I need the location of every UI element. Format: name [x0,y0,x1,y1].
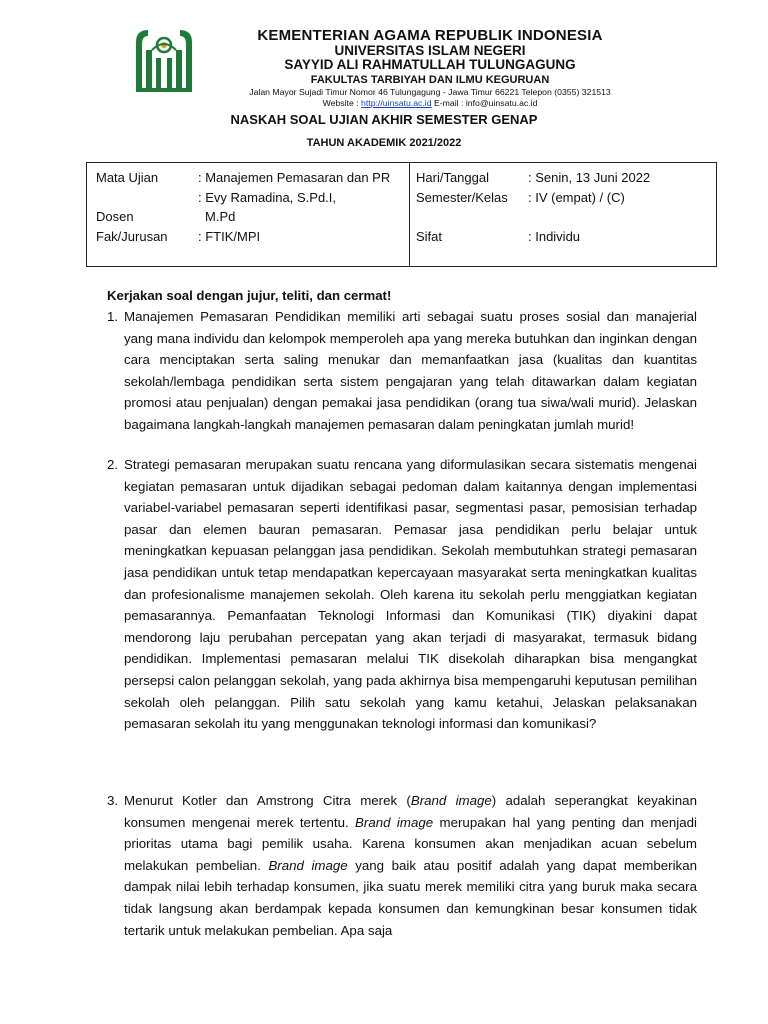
italic-term: Brand image [268,857,348,873]
exam-info-box [86,162,717,267]
question-number: 3. [107,793,119,808]
instruction: Kerjakan soal dengan jujur, teliti, dan cermat! [107,288,392,303]
website-link[interactable]: http://uinsatu.ac.id [361,98,432,108]
address: Jalan Mayor Sujadi Timur Nomor 46 Tulungagung - Jawa Timur 66221 Telepon (0355) 321513 [249,87,611,97]
value-dosen-degree: M.Pd [205,209,236,224]
faculty-name: FAKULTAS TARBIYAH DAN ILMU KEGURUAN [310,74,550,86]
text-segment: Menurut Kotler dan Amstrong Citra merek ( [124,793,411,808]
university-logo-icon [132,28,196,94]
exam-title: NASKAH SOAL UJIAN AKHIR SEMESTER GENAP [230,112,538,127]
question-3 [107,790,697,941]
contact-line [210,98,650,108]
question-2 [107,454,697,735]
university-name-line1: UNIVERSITAS ISLAM NEGERI [334,43,526,58]
question-number: 2. [107,457,119,472]
university-name-line2: SAYYID ALI RAHMATULLAH TULUNGAGUNG [284,57,576,72]
question-text [124,790,697,941]
question-text: Strategi pemasaran merupakan suatu rencana yang diformulasikan secara sistematis mengenai kegiatan pemasaran untuk dijadikan sebagai pedoman dalam kaitannya dengan implementasi variabel-variabel pemasaran seperti identifikasi pasar, segmentasi pasar, pemosisian terhadap pasar dan elemen bauran pemasaran. Pemasar jasa pendidikan perlu belajar untuk meningkatkan kepuasan pelanggan jasa pendidikan. Sekolah membutuhkan strategi pemasaran jasa pendidikan untuk tetap mendapatkan kepercayaan masyarakat serta meningkatkan kualitas dan profesionalisme manajemen sekolah. Oleh karena itu sekolah perlu menggiatkan kegiatan pemasarannya. Pemanfaatan Teknologi Informasi dan Komunikasi (TIK) diyakini dapat mendorong laju perubahan percepatan yang akan terjadi di masyarakat, termasuk bidang pendidikan. Implementasi pemasaran melalui TIK disekolah diharapkan bisa mengangkat persepsi calon pelanggan sekolah, yang pada akhirnya bisa mempengaruhi keputusan pemilihan sekolah oleh pelanggan. Pilih satu sekolah yang kamu ketahui, Jelaskan pelaksanakan pemasaran sekolah itu yang menggunakan teknologi informasi dan komunikasi? [124,457,697,732]
label-sifat: Sifat [416,229,443,244]
website-label: Website : [322,98,362,108]
academic-year: TAHUN AKADEMIK 2021/2022 [306,137,462,149]
label-hari-tanggal: Hari/Tanggal [416,170,489,185]
question-text: Manajemen Pemasaran Pendidikan memiliki arti sebagai suatu proses sosial dan manajerial yang mana individu dan kelompok memperoleh apa yang mereka butuhkan dan inginkan dengan cara menciptakan serta saling menukar dan memanfaatkan jasa (kualitas dan kuantitas sekolah/lembaga pendidikan serta sistem pengajaran yang telah ditawarkan dalam kegiatan promosi atau penjualan) dengan pemakai jasa pendidikan (orang tua siwa/wali murid). Jelaskan bagaimana langkah-langkah manajemen pemasaran dalam peningkatan jumlah murid! [124,309,697,432]
value-semester-kelas: : IV (empat) / (C) [528,190,625,205]
email-text: E-mail : info@uinsatu.ac.id [431,98,538,108]
italic-term: Brand image [410,793,492,808]
ministry-name: KEMENTERIAN AGAMA REPUBLIK INDONESIA [257,27,603,44]
italic-term: Brand image [355,814,434,830]
letterhead [210,28,650,108]
info-divider [409,163,410,267]
value-fak-jurusan: : FTIK/MPI [198,229,261,244]
value-mata-ujian: : Manajemen Pemasaran dan PR [198,170,391,185]
text-segment: merupakan hal yang penting dan menjadi prioritas utama bagi pemilik usaha. Karena konsumen akan menjadikan acuan sebelum melakukan pembelian. [124,814,697,873]
question-1 [107,306,697,436]
label-semester-kelas: Semester/Kelas [416,190,508,205]
value-sifat: : Individu [528,229,581,244]
text-segment: yang baik atau positif adalah yang dapat memberikan dampak nilai lebih terhadap konsumen, jika suatu merek memiliki citra yang buruk maka secara tidak langsung akan berdampak kepada konsumen dan kemungkinan besar konsumen tidak tertarik untuk melakukan pembelian. Apa saja [124,857,697,938]
value-hari-tanggal: : Senin, 13 Juni 2022 [528,170,651,185]
label-dosen: Dosen [96,209,134,224]
question-number: 1. [107,309,119,324]
value-dosen-name: : Evy Ramadina, S.Pd.I, [198,190,337,205]
label-fak-jurusan: Fak/Jurusan [96,229,168,244]
text-segment: ) adalah seperangkat keyakinan konsumen mengenai merek tertentu. [124,793,697,830]
label-mata-ujian: Mata Ujian [96,170,159,185]
